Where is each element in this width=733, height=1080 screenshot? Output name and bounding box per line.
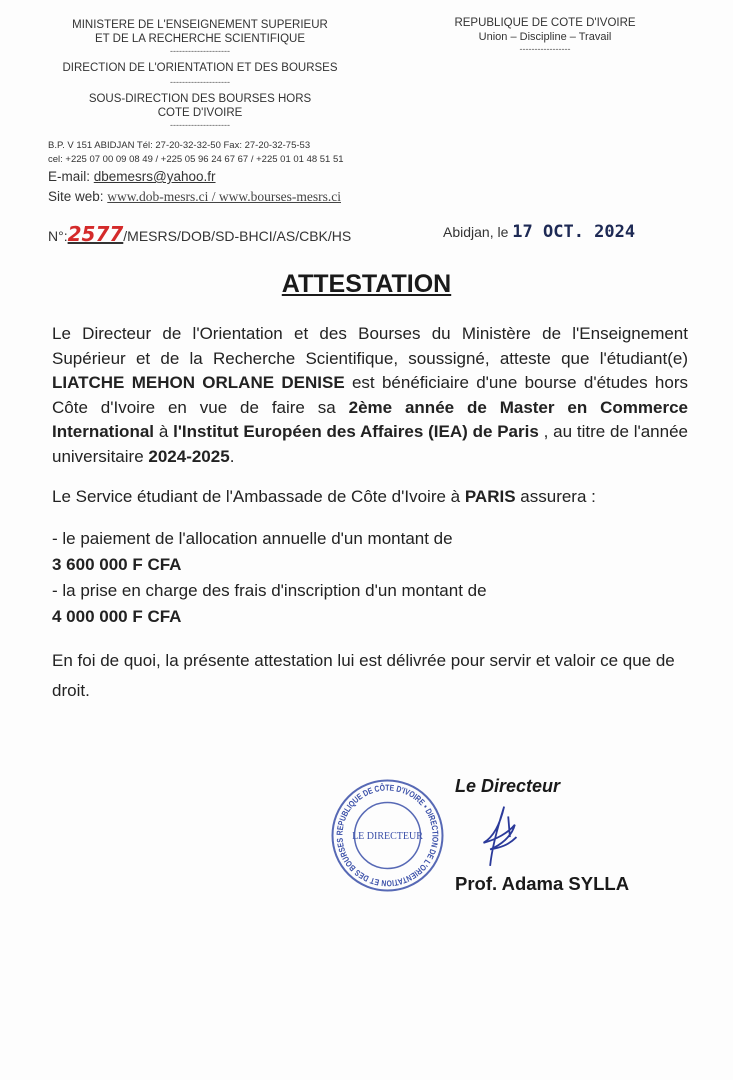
title-wrap xyxy=(0,270,733,299)
school: l'Institut Européen des Affaires (IEA) de Paris xyxy=(173,422,539,441)
signatory-name: Prof. Adama SYLLA xyxy=(455,873,630,894)
amount-fees: 4 000 000 F CFA xyxy=(52,606,182,626)
payment-list xyxy=(52,526,688,630)
paragraph-main xyxy=(52,322,688,469)
city: PARIS xyxy=(464,487,516,506)
email-line xyxy=(48,168,216,185)
text: Le Directeur de l'Orientation et des Bourses du Ministère de l'Enseignement Supérieur et de la Recherche Scientifique, soussigné, atteste que l'étudiant(e) xyxy=(52,324,688,368)
text: assurera : xyxy=(515,487,596,506)
subdirection-line1: SOUS-DIRECTION DES BOURSES HORS xyxy=(88,93,312,105)
date-prefix: Abidjan, le xyxy=(443,224,509,240)
web-label: Site web: xyxy=(48,189,108,204)
subdirection-line2: COTE D'IVOIRE xyxy=(157,107,243,119)
separator: -------------------- xyxy=(170,120,230,130)
email-link[interactable]: dbemesrs@yahoo.fr xyxy=(93,169,216,184)
date-stamp: 17 OCT. 2024 xyxy=(512,222,636,242)
signatory-role: Le Directeur xyxy=(455,776,561,796)
address: B.P. V 151 ABIDJAN Tél: 27-20-32-32-50 Fax: 27-20-32-75-53 xyxy=(48,140,311,151)
reference-number xyxy=(48,222,351,246)
letter-body xyxy=(52,322,688,706)
program: 2ème année de Master en Commerce International xyxy=(52,397,688,441)
header-right xyxy=(430,16,660,54)
stamp-ring-text: REPUBLIQUE DE CÔTE D'IVOIRE • DIRECTION DE L'ORIENTATION ET DES BOURSES xyxy=(334,782,441,889)
signature-icon xyxy=(470,800,530,870)
ministry-line1: MINISTERE DE L'ENSEIGNEMENT SUPERIEUR xyxy=(72,19,328,31)
text: à xyxy=(154,422,174,441)
date-line xyxy=(443,222,635,242)
reference-suffix: /MESRS/DOB/SD-BHCI/AS/CBK/HS xyxy=(123,228,352,244)
amount-allocation: 3 600 000 F CFA xyxy=(52,554,182,574)
separator: -------------------- xyxy=(170,46,230,56)
text: , au titre de l'année universitaire xyxy=(52,422,688,466)
paragraph-service xyxy=(52,485,688,510)
email-label: E-mail: xyxy=(48,169,94,184)
list-item: - le paiement de l'allocation annuelle d'un montant de xyxy=(52,528,453,548)
text: est bénéficiaire d'une bourse d'études hors Côte d'Ivoire en vue de faire sa xyxy=(52,373,688,417)
website-line xyxy=(48,188,341,205)
reference-prefix: N°: xyxy=(48,228,68,244)
stamp-center-text: LE DIRECTEUR xyxy=(352,831,423,842)
separator: -------------------- xyxy=(170,77,230,87)
phone-numbers: cel: +225 07 00 09 08 49 / +225 05 96 24 67 67 / +225 01 01 48 51 51 xyxy=(48,154,344,165)
academic-year: 2024-2025 xyxy=(148,446,230,466)
handwritten-number: 2577 xyxy=(67,222,124,246)
closing-paragraph: En foi de quoi, la présente attestation lui est délivrée pour servir et valoir ce que de droit. xyxy=(52,650,675,700)
website-links[interactable]: www.dob-mesrs.ci / www.bourses-mesrs.ci xyxy=(107,189,341,204)
motto: Union – Discipline – Travail xyxy=(478,31,612,43)
ministry-line2: ET DE LA RECHERCHE SCIENTIFIQUE xyxy=(94,33,306,45)
direction: DIRECTION DE L'ORIENTATION ET DES BOURSES xyxy=(62,62,338,74)
text: . xyxy=(229,446,235,466)
text: Le Service étudiant de l'Ambassade de Côte d'Ivoire à xyxy=(52,487,465,506)
official-stamp-icon xyxy=(330,778,445,893)
separator: ----------------- xyxy=(519,44,571,54)
page-title: ATTESTATION xyxy=(281,270,452,298)
header-left xyxy=(40,18,360,130)
list-item: - la prise en charge des frais d'inscription d'un montant de xyxy=(52,580,487,600)
student-name: LIATCHE MEHON ORLANE DENISE xyxy=(52,373,345,392)
republic: REPUBLIQUE DE COTE D'IVOIRE xyxy=(454,17,636,29)
